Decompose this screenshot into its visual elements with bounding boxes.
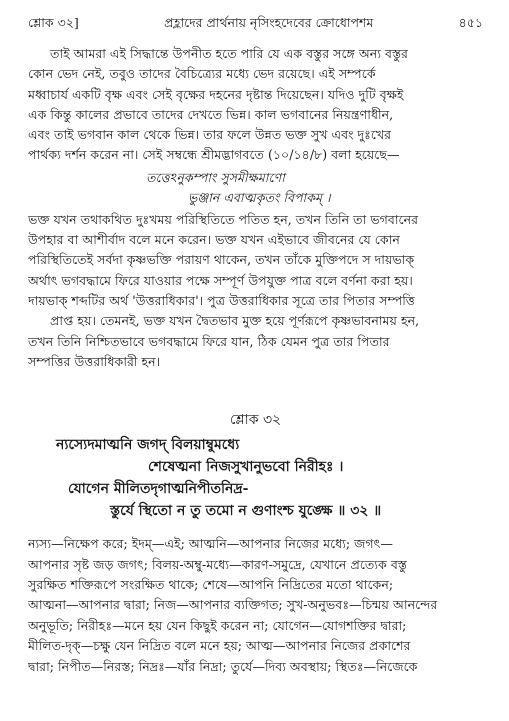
purport-line: পরিস্থিতিতেই সর্বদা কৃষ্ণভক্তি পরায়ণ থাকেন, তখন তাঁকে মুক্তিপদে স দায়ভাক্ xyxy=(28,252,415,268)
purport-line: তখন তিনি নিশ্চিতভাবে ভগবদ্ধামে ফিরে যান, ঠিক যেমন পুত্র তার পিতার xyxy=(28,333,390,349)
synonym-line: দ্বারা; নিপীত—নিরস্ত; নিদ্রঃ—যাঁর নিদ্রা; তুর্যে—দিব্য অবস্থায়; স্থিতঃ—নিজেকে xyxy=(28,658,418,674)
verse-line: যোগেন মীলিতদৃগাত্মনিপীতনিদ্র- xyxy=(68,481,249,498)
purport-line: তাই আমরা এই সিদ্ধান্তে উপনীত হতে পারি যে এক বস্তুর সঙ্গে অন্য বস্তুর xyxy=(50,46,408,61)
purport-line: পার্থক্য দর্শন করেন না। সেই সম্বন্ধে শ্রীমদ্ভাগবতে (১০/১৪/৮) বলা হয়েছে— xyxy=(28,147,400,163)
page-number: ৪৫১ xyxy=(458,15,483,30)
verse-line: স্তুর্যে স্থিতো ন তু তমো ন গুণাংশ্চ যুঙ্ক্ষে ॥ ৩২ ॥ xyxy=(110,503,382,520)
synonym-line: ন্যস্য—নিক্ষেপ করে; ইদম্—এই; আত্মনি—আপনার নিজের মধ্যে; জগৎ— xyxy=(28,536,393,552)
purport-paragraph-1 xyxy=(28,44,483,166)
purport-line: কোন ভেদ নেই, তবুও তাদের বৈচিত্র্যের মধ্যে ভেদ রয়েছে। এই সম্পর্কে xyxy=(28,66,376,82)
verse-line: শেষেত্মনা নিজসুখানুভবো নিরীহঃ । xyxy=(148,459,344,476)
purport-line: এবং তাই ভগবান কাল থেকে ভিন্ন। তার ফলে উন্নত ভক্ত সুখ এবং দুঃখের xyxy=(28,127,392,143)
synonym-line: মীলিত-দৃক্—চক্ষু যেন নিদ্রিত বলে মনে হয়; আত্ম—আপনার নিজের প্রকাশের xyxy=(28,638,411,654)
synonym-line: আপনার সৃষ্ট জড় জগৎ; বিলয়-অম্বু-মধ্যে—কারণ-সমুদ্রে, যেখানে প্রত্যেক বস্তু xyxy=(28,556,407,572)
purport-line: দায়ভাক্ শব্দটির অর্থ 'উত্তরাধিকার'। পুত্র উত্তরাধিকার সূত্রে তার পিতার সম্পত্তি xyxy=(28,292,415,308)
verse-title: শ্লোক ৩২ xyxy=(229,412,282,429)
quote-line: তত্তেঽনুকম্পাং সুসমীক্ষমাণো xyxy=(146,169,285,185)
verse-line: ন্যস্যেদমাত্মনি জগদ্ বিলয়াম্বুমধ্যে xyxy=(56,437,240,454)
header-verse-ref: শ্লোক ৩২] xyxy=(28,15,79,30)
purport-line: সম্পত্তির উত্তরাধিকারী হন। xyxy=(28,353,161,369)
purport-paragraph-2 xyxy=(28,210,483,372)
purport-line: প্রাপ্ত হয়। তেমনই, ভক্ত যখন দ্বৈতভাব মুক্ত হয়ে পূর্ণরূপে কৃষ্ণভাবনাময় হন, xyxy=(50,313,420,329)
header-chapter-title: প্রহ্লাদের প্রার্থনায় নৃসিংহদেবের ক্রোধোপশম xyxy=(164,15,374,30)
purport-line: উপহার বা আশীর্বাদ বলে মনে করেন। ভক্ত যখন এইভাবে জীবনের যে কোন xyxy=(28,232,400,248)
synonym-line: আত্মনা—আপনার দ্বারা; নিজ—আপনার ব্যক্তিগত; সুখ-অনুভবঃ—চিন্ময় আনন্দের xyxy=(28,597,438,613)
quote-line: ভুঞ্জান এবাত্মকৃতং বিপাকম্ । xyxy=(188,189,331,205)
purport-line: এক কিন্তু কালের প্রভাবে তাদের দেখতে ভিন্ন। কাল ভগবানের নিয়ন্ত্রণাধীন, xyxy=(28,106,394,122)
sanskrit-verse xyxy=(28,434,483,522)
purport-line: ভক্ত যখন তথাকথিত দুঃখময় পরিস্থিতিতে পতিত হন, তখন তিনি তা ভগবানের xyxy=(28,211,419,227)
word-synonyms xyxy=(28,534,483,677)
scripture-quote xyxy=(28,168,483,208)
synonym-line: অনুভূতি; নিরীহঃ—মনে হয় যেন কিছুই করেন না; যোগেন—যোগশক্তির দ্বারা; xyxy=(28,617,407,633)
purport-line: অর্থাৎ ভগবদ্ধামে ফিরে যাওয়ার পক্ষে সম্পূর্ণ উপযুক্ত পাত্র বলে বর্ণনা করা হয়। xyxy=(28,272,413,288)
synonym-line: সুরক্ষিত শক্তিরূপে সংরক্ষিত থাকে; শেষে—আপনি নিদ্রিতের মতো থাকেন; xyxy=(28,576,394,592)
page-header xyxy=(28,12,483,34)
purport-line: মধ্বাচার্য একটি বৃক্ষ এবং সেই বৃক্ষের দহনের দৃষ্টান্ত দিয়েছেন। যদিও দুটি বৃক্ষই xyxy=(28,86,404,102)
